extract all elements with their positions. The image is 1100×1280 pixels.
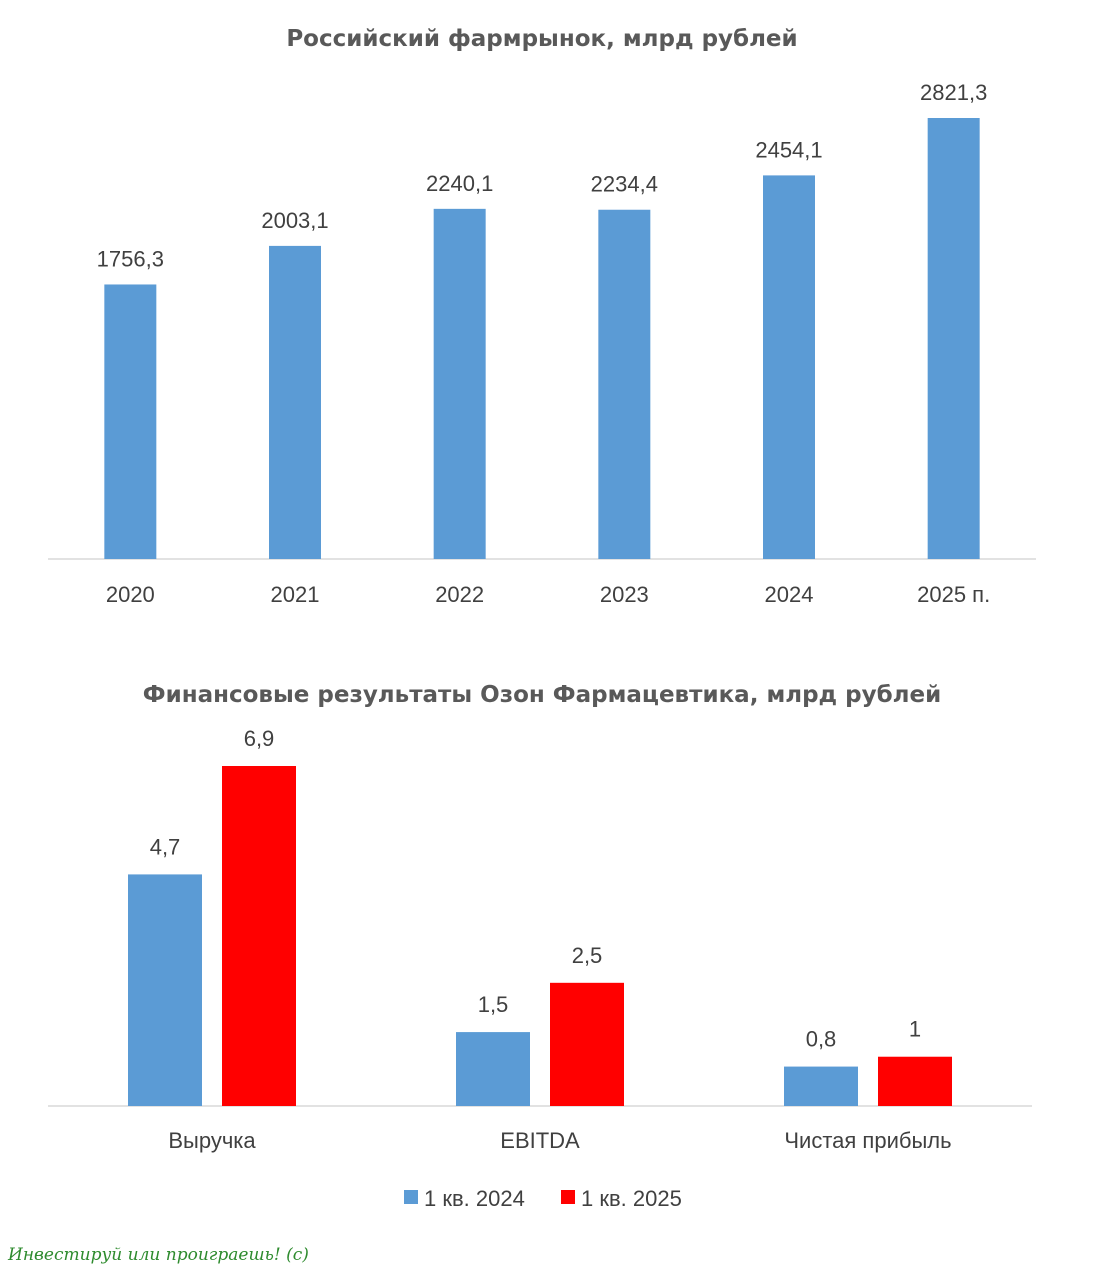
watermark-text: Инвестируй или проиграешь! (с): [8, 1245, 309, 1265]
bar-2020: [104, 284, 156, 559]
bar-2022: [434, 209, 486, 559]
bar-2021: [269, 246, 321, 559]
chart2-legend: [404, 1186, 682, 1211]
legend-label-1q2025: 1 кв. 2025: [581, 1186, 682, 1211]
value-label-выручка-1-кв-2025: 6,9: [243, 726, 275, 751]
bar-чистая-прибыль-1-кв-2025: [878, 1057, 952, 1106]
tick-label-2022: 2022: [435, 582, 485, 607]
bar-2023: [598, 210, 650, 559]
value-label-чистая-прибыль-1-кв-2024: 0,8: [805, 1026, 837, 1052]
bar-2025-п: [928, 118, 980, 559]
value-label-чистая-прибыль-1-кв-2025: 1: [908, 1016, 922, 1042]
bar-ebitda-1-кв-2025: [550, 983, 624, 1106]
value-label-2023: 2234,4: [590, 171, 658, 197]
value-label-2022: 2240,1: [426, 170, 494, 196]
tick-label-2023: 2023: [599, 582, 649, 607]
value-label-ebitda-1-кв-2025: 2,5: [571, 942, 603, 968]
chart2-title: Финансовые результаты Озон Фармацевтика, млрд рублей: [142, 682, 942, 708]
tick-label-чистая-прибыль: Чистая прибыль: [784, 1128, 952, 1153]
value-label-2025-п: 2821,3: [920, 80, 988, 105]
bar-2024: [763, 175, 815, 559]
tick-label-2024: 2024: [764, 582, 814, 607]
value-label-2021: 2003,1: [261, 207, 329, 233]
bar-выручка-1-кв-2024: [128, 874, 202, 1106]
value-label-2024: 2454,1: [755, 137, 823, 163]
value-label-выручка-1-кв-2024: 4,7: [149, 834, 181, 860]
bar-чистая-прибыль-1-кв-2024: [784, 1067, 858, 1106]
tick-label-2021: 2021: [270, 582, 320, 607]
tick-label-выручка: Выручка: [168, 1128, 256, 1153]
pharma-market-chart: [48, 26, 1036, 607]
tick-label-2020: 2020: [105, 582, 155, 607]
value-label-ebitda-1-кв-2024: 1,5: [477, 992, 509, 1018]
value-label-2020: 1756,3: [96, 246, 164, 272]
legend-label-1q2024: 1 кв. 2024: [424, 1186, 525, 1211]
legend-swatch-1q2025: [561, 1190, 575, 1204]
ozon-pharma-results-chart: [48, 682, 1032, 1211]
bar-выручка-1-кв-2025: [222, 766, 296, 1106]
chart1-title: Российский фармрынок, млрд рублей: [286, 26, 798, 52]
tick-label-2025-п: 2025 п.: [917, 582, 991, 607]
bar-ebitda-1-кв-2024: [456, 1032, 530, 1106]
legend-swatch-1q2024: [404, 1190, 418, 1204]
tick-label-ebitda: EBITDA: [500, 1128, 580, 1153]
